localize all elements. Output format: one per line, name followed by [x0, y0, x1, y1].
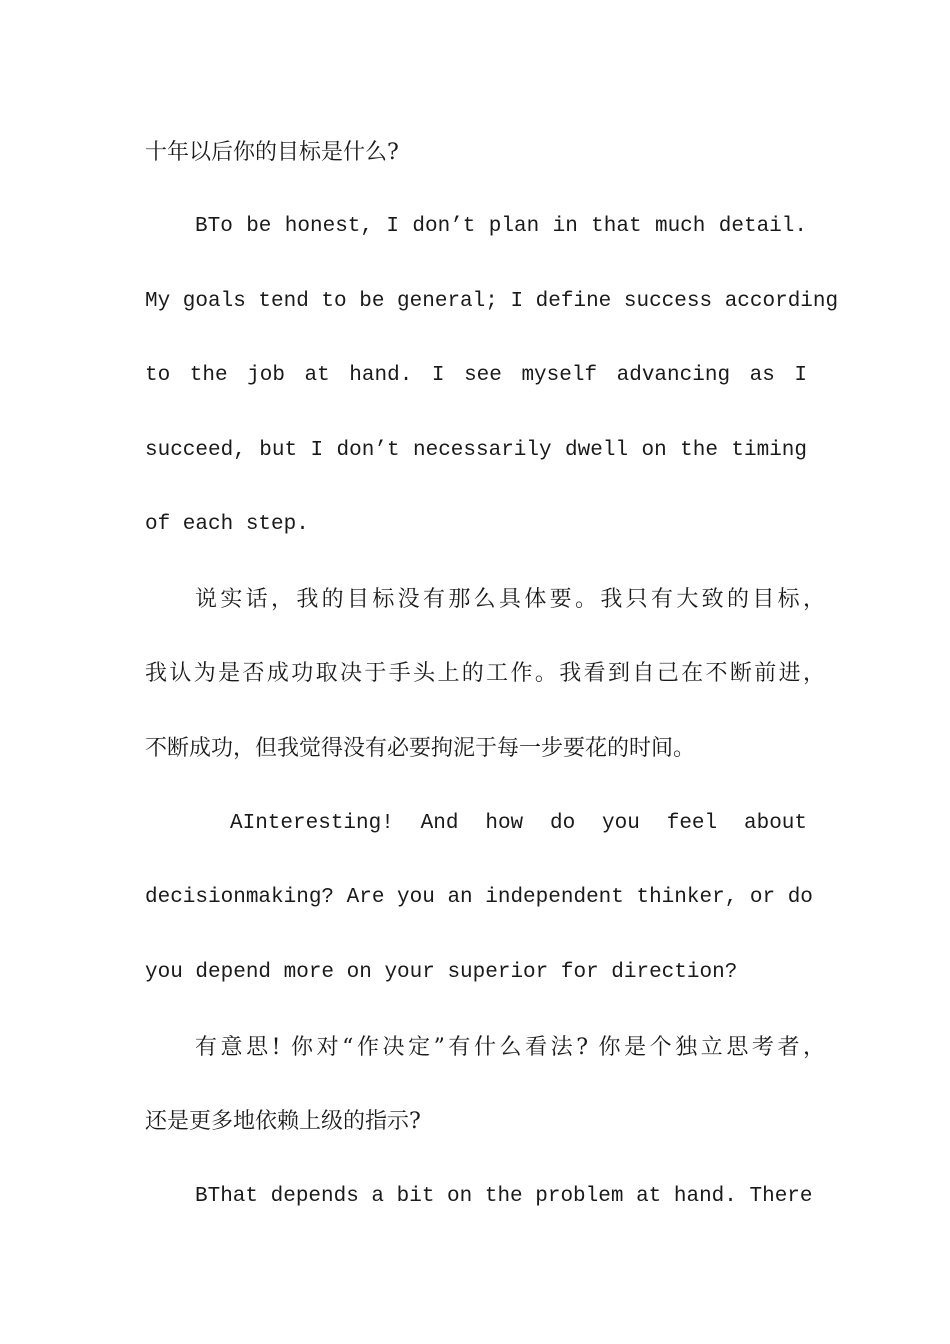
- answer-b-chinese-line-3: 不断成功，但我觉得没有必要拘泥于每一步要花的时间。: [145, 736, 696, 761]
- question-a-line-2: decisionmaking? Are you an independent thinker, or do: [145, 886, 813, 909]
- answer-b-line-2: My goals tend to be general; I define success according: [145, 290, 839, 313]
- answer-b-line-3: to the job at hand. I see myself advancing as I: [145, 364, 807, 387]
- answer-b-line-1: BTo be honest, I don’t plan in that much detail.: [195, 215, 807, 238]
- answer-b-line-5: of each step.: [145, 513, 309, 536]
- question-a-line-3: you depend more on your superior for direction?: [145, 961, 738, 984]
- question-chinese-line: 十年以后你的目标是什么?: [145, 140, 399, 165]
- answer-b-line-4: succeed, but I don’t necessarily dwell on the timing: [145, 439, 807, 462]
- question-a-chinese-line-1: 有意思! 你对“作决定”有什么看法? 你是个独立思考者，: [195, 1035, 825, 1060]
- question-a-line-1: AInteresting! And how do you feel about: [230, 812, 807, 835]
- answer-b-chinese-line-1: 说实话，我的目标没有那么具体要。我只有大致的目标，: [195, 587, 825, 612]
- answer-b2-line-1: BThat depends a bit on the problem at hand. There: [195, 1185, 813, 1208]
- question-a-chinese-line-2: 还是更多地依赖上级的指示?: [145, 1109, 421, 1134]
- answer-b-chinese-line-2: 我认为是否成功取决于手头上的工作。我看到自己在不断前进，: [145, 661, 825, 686]
